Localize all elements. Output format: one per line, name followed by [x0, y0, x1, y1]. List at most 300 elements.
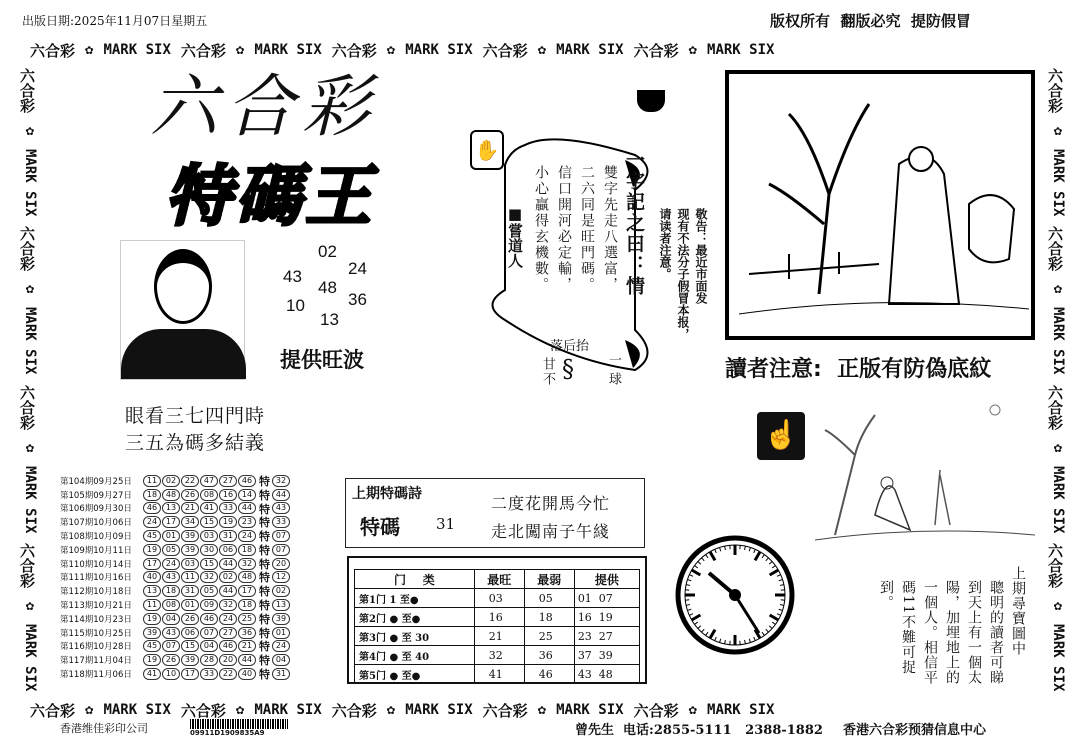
top-banner: [30, 40, 1050, 60]
cell-door: 第4门 ● 至 40: [355, 646, 475, 665]
flower-icon: ✿: [22, 281, 38, 298]
special-label: 特碼: [360, 515, 400, 539]
special-ball: 04: [272, 654, 290, 666]
banner-logo-text: 六合彩: [633, 701, 679, 720]
ball: 15: [181, 640, 199, 652]
result-row: [60, 626, 291, 640]
cell-worst: 18: [524, 608, 574, 627]
ball: 26: [181, 489, 199, 501]
banner-en-text: MARK SIX: [22, 624, 38, 692]
special-label: 特: [259, 668, 270, 682]
copyright-notice: 版权所有 翻版必究 提防假冒: [770, 12, 971, 30]
ball: 27: [219, 475, 237, 487]
ball: 19: [143, 613, 161, 625]
column-header: 最弱: [524, 570, 574, 589]
ball: 36: [238, 627, 256, 639]
ball: 17: [181, 668, 199, 680]
ball: 39: [143, 627, 161, 639]
cell-door: 第1门 1 至●: [355, 589, 475, 608]
scroll-title: 一字記之曰：情: [623, 150, 645, 297]
portrait: [120, 240, 245, 380]
banner-logo-text: 六合彩: [180, 41, 226, 60]
poem-line: 眼看三七四門時: [125, 405, 266, 427]
ball: 33: [200, 668, 218, 680]
ball: 17: [238, 585, 256, 597]
result-label: 第110期10月14日: [60, 559, 132, 570]
result-row: [60, 598, 291, 612]
ball: 25: [238, 613, 256, 625]
column-header: 提供: [574, 570, 639, 589]
flower-icon: ✿: [537, 702, 547, 718]
scroll-line: 二六同是旺門碼。: [579, 165, 595, 293]
ball: 13: [162, 502, 180, 514]
banner-logo-text: 六合彩: [1046, 68, 1064, 113]
poem-line: 一個人。相信平: [922, 580, 938, 685]
ball: 15: [200, 516, 218, 528]
ball: 21: [238, 640, 256, 652]
special-ball: 44: [272, 489, 290, 501]
ball: 39: [181, 544, 199, 556]
ball: 07: [200, 627, 218, 639]
cell-best: 21: [474, 627, 524, 646]
hand-icon: ☝: [757, 412, 805, 460]
table-row: [355, 608, 640, 627]
banner-en-text: MARK SIX: [556, 42, 624, 58]
ball: 26: [162, 654, 180, 666]
result-row: [60, 488, 291, 502]
warning-text: [660, 208, 710, 340]
ball: 41: [143, 668, 161, 680]
special-ball: 07: [272, 530, 290, 542]
result-row: [60, 515, 291, 529]
cell-offer: 01 07: [574, 589, 639, 608]
flower-icon: ✿: [22, 439, 38, 456]
ball: 40: [238, 668, 256, 680]
flower-icon: ✿: [85, 702, 94, 718]
special-value: 31: [436, 515, 456, 533]
table-row: [355, 665, 640, 684]
cell-worst: 05: [524, 589, 574, 608]
column-header: 门 类: [355, 570, 475, 589]
special-label: 特: [259, 612, 270, 626]
ball: 46: [200, 613, 218, 625]
ball: 19: [143, 654, 161, 666]
sage-illustration: [725, 70, 1035, 340]
cell-best: 41: [474, 665, 524, 684]
riddle-right: 一球: [606, 353, 621, 391]
reader-notice: 讀者注意: 正版有防偽底紋: [725, 357, 992, 382]
clock-icon: [673, 533, 797, 657]
flower-icon: ✿: [537, 42, 547, 58]
ball: 43: [162, 627, 180, 639]
ball: 11: [143, 475, 161, 487]
result-label: 第114期10月23日: [60, 614, 132, 625]
special-ball: 31: [272, 668, 290, 680]
result-label: 第112期10月18日: [60, 587, 132, 598]
ball: 28: [200, 654, 218, 666]
riddle-top: 落后抬: [550, 339, 590, 354]
ball: 04: [162, 613, 180, 625]
banner-en-text: MARK SIX: [22, 465, 38, 534]
door-table: [354, 569, 640, 684]
contact-info: 曾先生 电话:2855-5111 2388-1882: [575, 723, 823, 738]
number: 02: [318, 242, 337, 261]
ball: 21: [181, 502, 199, 514]
ball: 09: [200, 599, 218, 611]
result-row: [60, 571, 291, 585]
banner-logo-text: 六合彩: [18, 543, 36, 589]
flower-icon: ✿: [1050, 281, 1066, 298]
result-row: [60, 640, 291, 654]
result-label: 第117期11月04日: [60, 656, 132, 667]
ball: 02: [219, 571, 237, 583]
ball: 48: [162, 489, 180, 501]
special-ball: 02: [272, 585, 290, 597]
ball: 43: [162, 571, 180, 583]
poem-line: 三五為碼多結義: [125, 432, 266, 454]
ball: 03: [181, 558, 199, 570]
banner-en-text: MARK SIX: [254, 702, 322, 718]
banner-en-text: MARK SIX: [1050, 149, 1066, 217]
result-row: [60, 543, 291, 557]
flower-icon: ✿: [386, 702, 396, 718]
ball: 44: [219, 585, 237, 597]
result-label: 第111期10月16日: [60, 573, 132, 584]
ball: 46: [238, 475, 256, 487]
special-ball: 24: [272, 640, 290, 652]
special-ball: 39: [272, 613, 290, 625]
result-label: 第108期10月09日: [60, 532, 132, 543]
ball: 06: [181, 627, 199, 639]
cell-door: 第3门 ● 至 30: [355, 627, 475, 646]
flower-icon: ✿: [22, 598, 38, 615]
banner-logo-text: 六合彩: [482, 41, 528, 60]
last-poem-line: 走北闖南子午綫: [491, 522, 611, 541]
result-label: 第115期10月25日: [60, 628, 132, 639]
ball: 39: [181, 654, 199, 666]
ball: 24: [162, 558, 180, 570]
ball: 44: [219, 558, 237, 570]
ball: 23: [238, 516, 256, 528]
ball: 01: [181, 599, 199, 611]
poem-line: 到。: [878, 580, 894, 610]
flower-icon: ✿: [1050, 439, 1066, 456]
result-row: [60, 474, 291, 488]
banner-en-text: MARK SIX: [405, 702, 473, 718]
pot-icon: [637, 90, 665, 112]
table-row: [355, 646, 640, 665]
ball: 40: [143, 571, 161, 583]
cell-offer: 23 27: [574, 627, 639, 646]
banner-logo-text: 六合彩: [331, 701, 377, 720]
result-label: 第104期09月25日: [60, 476, 132, 487]
flower-icon: ✿: [688, 42, 698, 58]
table-header-row: [355, 570, 640, 589]
special-label: 特: [259, 530, 270, 544]
ball: 02: [162, 475, 180, 487]
ball: 18: [162, 585, 180, 597]
ball: 45: [143, 640, 161, 652]
ball: 32: [200, 571, 218, 583]
ball: 30: [200, 544, 218, 556]
ball: 19: [143, 544, 161, 556]
warning-line: 敬告：最近市面发: [694, 208, 708, 304]
number: 48: [318, 278, 337, 297]
ball: 34: [181, 516, 199, 528]
banner-logo-text: 六合彩: [30, 701, 76, 720]
special-ball: 20: [272, 558, 290, 570]
ball: 39: [181, 530, 199, 542]
barcode-number: 09911D1909835A9: [190, 729, 265, 737]
flower-icon: ✿: [235, 702, 245, 718]
scroll-author: ■嘗道人: [506, 205, 524, 268]
ball: 13: [143, 585, 161, 597]
cell-door: 第2门 ● 至●: [355, 608, 475, 627]
right-poem: [880, 566, 1028, 696]
right-banner: [1044, 68, 1066, 693]
special-label: 特: [259, 557, 270, 571]
scroll-line: 雙字先走八選富，: [602, 165, 618, 293]
printer-name: 香港维佳彩印公司: [60, 722, 148, 735]
table-row: [355, 589, 640, 608]
banner-logo-text: 六合彩: [18, 226, 36, 272]
left-banner: [16, 68, 38, 693]
banner-logo-text: 六合彩: [633, 41, 679, 60]
banner-en-text: MARK SIX: [22, 149, 38, 217]
results-list: [60, 474, 291, 681]
info-center: 香港六合彩预猜信息中心: [843, 723, 987, 738]
poem-line: 到天上有一個太: [966, 580, 982, 685]
number: 36: [348, 290, 367, 309]
flower-icon: ✿: [1050, 598, 1066, 615]
result-label: 第106期09月30日: [60, 504, 132, 515]
special-label: 特: [259, 516, 270, 530]
ball: 48: [238, 571, 256, 583]
ball: 17: [162, 516, 180, 528]
flower-icon: ✿: [22, 123, 38, 139]
cell-worst: 36: [524, 646, 574, 665]
banner-logo-text: 六合彩: [1046, 384, 1064, 430]
poem-line: 上期尋寶圖中: [1010, 566, 1026, 656]
publish-date: 出版日期:2025年11月07日星期五: [22, 14, 208, 28]
flower-icon: ✿: [688, 702, 698, 718]
special-label: 特: [259, 474, 270, 488]
logo-title: 六合彩: [150, 68, 379, 147]
warning-line: 请读者注意。: [658, 208, 672, 280]
banner-logo-text: 六合彩: [18, 68, 36, 113]
cell-offer: 16 19: [574, 608, 639, 627]
special-ball: 43: [272, 502, 290, 514]
poem-line: 碼11不難可捉: [900, 580, 916, 675]
ball: 10: [162, 668, 180, 680]
ball: 26: [181, 613, 199, 625]
last-poem-title: 上期特碼詩: [352, 486, 422, 502]
cell-worst: 25: [524, 627, 574, 646]
ball: 33: [219, 502, 237, 514]
special-ball: 12: [272, 571, 290, 583]
scroll-line: 信口開河必定輸，: [556, 165, 572, 293]
special-ball: 07: [272, 544, 290, 556]
warning-line: 现有不法分子假冒本报，: [676, 208, 690, 340]
ball: 24: [143, 516, 161, 528]
result-label: 第113期10月21日: [60, 601, 132, 612]
banner-logo-text: 六合彩: [1046, 226, 1064, 272]
flower-icon: ✿: [386, 42, 396, 58]
table-row: [355, 627, 640, 646]
scroll-line: 小心贏得玄機數。: [533, 165, 549, 293]
cell-door: 第5门 ● 至●: [355, 665, 475, 684]
result-row: [60, 667, 291, 681]
result-label: 第107期10月06日: [60, 518, 132, 529]
banner-en-text: MARK SIX: [103, 42, 171, 58]
cell-offer: 43 48: [574, 665, 639, 684]
result-row: [60, 557, 291, 571]
last-poem-line: 二度花開馬今忙: [491, 494, 611, 513]
ball: 11: [181, 571, 199, 583]
result-row: [60, 653, 291, 667]
banner-logo-text: 六合彩: [180, 701, 226, 720]
result-row: [60, 612, 291, 626]
banner-logo-text: 六合彩: [482, 701, 528, 720]
banner-en-text: MARK SIX: [1050, 465, 1066, 534]
ball: 22: [219, 668, 237, 680]
special-label: 特: [259, 585, 270, 599]
money-icon: ✋: [470, 130, 504, 170]
banner-logo-text: 六合彩: [30, 41, 76, 60]
cell-best: 32: [474, 646, 524, 665]
number: 24: [348, 259, 367, 278]
banner-logo-text: 六合彩: [18, 384, 36, 430]
banner-en-text: MARK SIX: [707, 42, 775, 58]
banner-en-text: MARK SIX: [1050, 307, 1066, 375]
special-ball: 13: [272, 599, 290, 611]
ball: 46: [219, 640, 237, 652]
result-label: 第109期10月11日: [60, 545, 132, 556]
ball: 07: [162, 640, 180, 652]
banner-en-text: MARK SIX: [556, 702, 624, 718]
ball: 15: [200, 558, 218, 570]
ball: 20: [219, 654, 237, 666]
ball: 19: [219, 516, 237, 528]
barcode: [190, 719, 288, 737]
ball: 27: [219, 627, 237, 639]
result-row: [60, 584, 291, 598]
banner-logo-text: 六合彩: [1046, 543, 1064, 589]
banner-en-text: MARK SIX: [707, 702, 775, 718]
ball: 04: [200, 640, 218, 652]
result-label: 第118期11月06日: [60, 670, 132, 681]
ball: 08: [162, 599, 180, 611]
result-label: 第116期10月28日: [60, 642, 132, 653]
snake-icon: §: [562, 355, 574, 383]
special-label: 特: [259, 599, 270, 613]
ball: 41: [200, 502, 218, 514]
bottom-banner: [30, 700, 1050, 720]
special-ball: 01: [272, 627, 290, 639]
ball: 46: [143, 502, 161, 514]
barcode-bars: [190, 719, 288, 729]
scroll-lines: [533, 165, 620, 293]
number: 43: [283, 267, 302, 286]
ball: 31: [181, 585, 199, 597]
column-header: 最旺: [474, 570, 524, 589]
banner-en-text: MARK SIX: [254, 42, 322, 58]
ball: 22: [181, 475, 199, 487]
result-row: [60, 529, 291, 543]
last-poem-box: [345, 478, 645, 548]
portrait-numbers: [280, 242, 380, 332]
special-label: 特: [259, 488, 270, 502]
flower-icon: ✿: [235, 42, 245, 58]
ball: 17: [143, 558, 161, 570]
ball: 44: [238, 654, 256, 666]
ball: 18: [238, 599, 256, 611]
cell-best: 16: [474, 608, 524, 627]
door-table-box: [347, 556, 647, 684]
special-label: 特: [259, 626, 270, 640]
ball: 11: [143, 599, 161, 611]
banner-en-text: MARK SIX: [103, 702, 171, 718]
banner-logo-text: 六合彩: [331, 41, 377, 60]
provider-label: 提供旺波: [280, 348, 364, 372]
ball: 47: [200, 475, 218, 487]
cell-best: 03: [474, 589, 524, 608]
special-label: 特: [259, 640, 270, 654]
riddle-left: 甘不: [540, 357, 555, 387]
ball: 18: [143, 489, 161, 501]
ball: 03: [200, 530, 218, 542]
ball: 24: [238, 530, 256, 542]
ball: 08: [200, 489, 218, 501]
ball: 32: [238, 558, 256, 570]
special-label: 特: [259, 543, 270, 557]
riddle: [530, 335, 640, 395]
number: 13: [320, 310, 339, 329]
special-label: 特: [259, 571, 270, 585]
banner-en-text: MARK SIX: [22, 307, 38, 375]
kneeling-figure-illustration: [815, 395, 1035, 545]
special-ball: 33: [272, 516, 290, 528]
ball: 06: [219, 544, 237, 556]
poem-left: [125, 403, 265, 457]
cell-offer: 37 39: [574, 646, 639, 665]
ball: 44: [238, 502, 256, 514]
special-ball: 32: [272, 475, 290, 487]
flower-icon: ✿: [85, 42, 94, 58]
banner-en-text: MARK SIX: [1050, 624, 1066, 692]
flower-icon: ✿: [1050, 123, 1066, 139]
ball: 45: [143, 530, 161, 542]
result-row: [60, 502, 291, 516]
special-label: 特: [259, 654, 270, 668]
ball: 01: [162, 530, 180, 542]
logo-subtitle: 特碼王: [165, 158, 375, 235]
ball: 05: [200, 585, 218, 597]
result-label: 第105期09月27日: [60, 490, 132, 501]
ball: 32: [219, 599, 237, 611]
poem-line: 聰明的讀者可睇: [988, 580, 1004, 685]
ball: 05: [162, 544, 180, 556]
cell-worst: 46: [524, 665, 574, 684]
sage-drawing: [729, 74, 1031, 336]
number: 10: [286, 296, 305, 315]
ball: 16: [219, 489, 237, 501]
banner-en-text: MARK SIX: [405, 42, 473, 58]
ball: 24: [219, 613, 237, 625]
ball: 14: [238, 489, 256, 501]
poem-line: 陽，加埋地上的: [944, 580, 960, 685]
ball: 31: [219, 530, 237, 542]
